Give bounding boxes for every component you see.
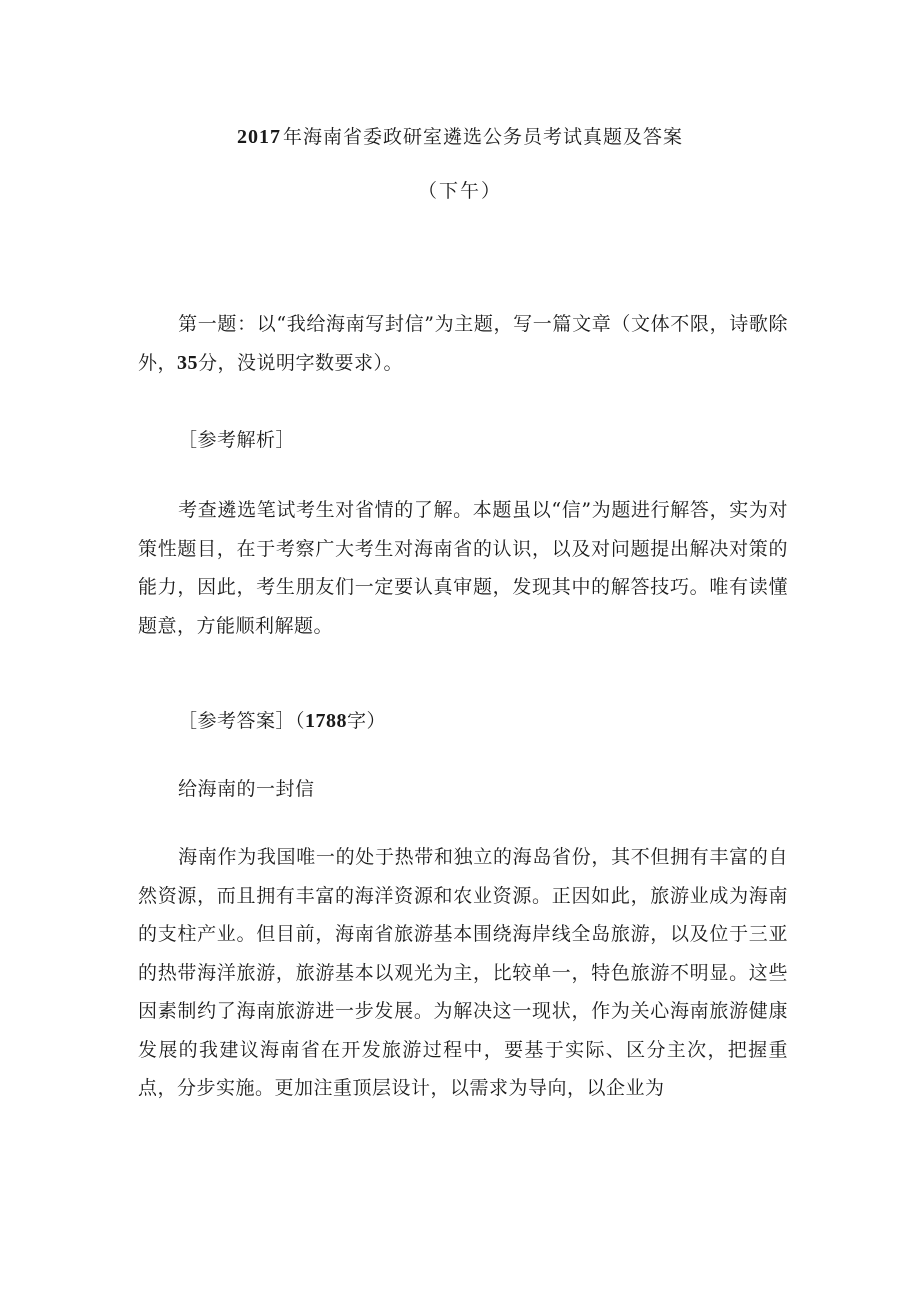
analysis-heading-text: ［参考解析］ <box>178 429 296 451</box>
answer-heading-label: ［参考答案］（ <box>178 710 306 732</box>
title-year: 2017 <box>236 126 281 148</box>
document-title <box>0 122 920 149</box>
question-1-score: 35 <box>177 351 199 374</box>
letter-body-paragraph <box>138 838 788 1108</box>
document-subtitle: （下午） <box>417 180 502 202</box>
question-1-paragraph <box>138 305 788 382</box>
question-1-suffix: 分，没说明字数要求）。 <box>198 351 404 374</box>
answer-heading <box>138 702 788 741</box>
analysis-paragraph <box>138 491 788 645</box>
letter-body: 海南作为我国唯一的处于热带和独立的海岛省份，其不但拥有丰富的自然资源，而且拥有丰富的海洋资源和农业资源。正因如此，旅游业成为海南的支柱产业。但目前，海南省旅游基本围绕海岸线全岛旅游，以及位于三亚的热带海洋旅游，旅游基本以观光为主，比较单一，特色旅游不明显。这些因素制约了海南旅游进一步发展。为解决这一现状，作为关心海南旅游健康发展的我建议海南省在开发旅游过程中，要基于实际、区分主次，把握重点，分步实施。更加注重顶层设计，以需求为导向，以企业为 <box>138 846 788 1099</box>
letter-title <box>138 770 788 809</box>
question-1-prefix: 第一题：以“我给海南写封信”为主题，写一篇文章（文体不限，诗歌除外， <box>138 313 788 374</box>
analysis-heading <box>138 421 788 460</box>
letter-title-text: 给海南的一封信 <box>178 778 315 800</box>
answer-word-count: 1788 <box>305 710 348 732</box>
title-text: 年海南省委政研室遴选公务员考试真题及答案 <box>282 126 683 148</box>
analysis-body: 考查遴选笔试考生对省情的了解。本题虽以“信”为题进行解答，实为对策性题目，在于考察广大考生对海南省的认识，以及对问题提出解决对策的能力，因此，考生朋友们一定要认真审题，发现其中的解答技巧。唯有读懂题意，方能顺利解题。 <box>138 499 788 637</box>
answer-heading-unit: 字） <box>347 710 387 732</box>
